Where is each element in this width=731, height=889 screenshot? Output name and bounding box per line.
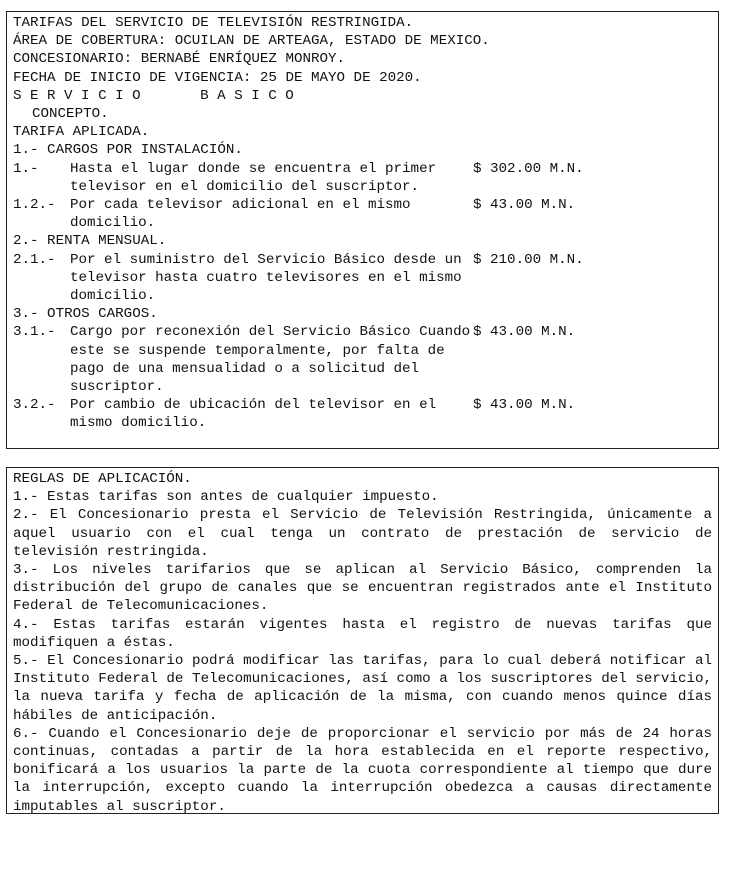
rule-4: 4.- Estas tarifas estarán vigentes hasta el registro de nuevas tarifas que modifiquen a éstas. — [13, 616, 712, 651]
rule-3: 3.- Los niveles tarifarios que se aplican al Servicio Básico, comprenden la distribución del grupo de canales que se encuentran registrados ante el Instituto Federal de Telecomunicaciones. — [13, 562, 712, 615]
start-date: FECHA DE INICIO DE VIGENCIA: 25 DE MAYO DE 2020. — [13, 69, 422, 86]
section-heading-other: 3.- OTROS CARGOS. — [13, 306, 158, 323]
coverage-area: ÁREA DE COBERTURA: OCUILAN DE ARTEAGA, ESTADO DE MEXICO. — [13, 33, 490, 50]
tariff-item — [13, 196, 718, 232]
rule-6: 6.- Cuando el Concesionario deje de proporcionar el servicio por más de 24 horas continuas, contadas a partir de la hora establecida en el reporte respectivo, bonificará a los usuarios la parte de la cuota correspondiente al tiempo que dure la interrupción, excepto cuando la interrupción obedezca a causas directamente imputables al suscriptor. — [13, 725, 712, 815]
item-description: Hasta el lugar donde se encuentra el primer televisor en el domicilio del suscriptor. — [70, 160, 437, 195]
item-number: 3.1.- — [13, 324, 56, 341]
item-price: $ 43.00 M.N. — [473, 324, 576, 341]
rule-5: 5.- El Concesionario podrá modificar las tarifas, para lo cual deberá notificar al Instituto Federal de Telecomunicaciones, así como a los suscriptores del servicio, la nueva tarifa y fecha de aplicación de la misma, con cuando menos quince días hábiles de anticipación. — [13, 653, 712, 724]
service-type: SERVICIO BASICO — [13, 87, 303, 104]
item-price: $ 43.00 M.N. — [473, 397, 576, 414]
tariff-item — [13, 323, 718, 396]
item-price: $ 302.00 M.N. — [473, 160, 584, 177]
rules-title: REGLAS DE APLICACIÓN. — [13, 471, 192, 487]
item-description: Por el suministro del Servicio Básico desde un televisor hasta cuatro televisores en el mismo domicilio. — [70, 251, 462, 304]
section-heading-monthly: 2.- RENTA MENSUAL. — [13, 233, 167, 250]
item-number: 3.2.- — [13, 397, 56, 414]
item-description: Por cada televisor adicional en el mismo domicilio. — [70, 196, 411, 232]
tariff-table — [6, 11, 719, 449]
item-description: Cargo por reconexión del Servicio Básico Cuando este se suspende temporalmente, por falta de pago de una mensualidad o a solicitud del suscriptor. — [70, 324, 471, 395]
document-title: TARIFAS DEL SERVICIO DE TELEVISIÓN RESTRINGIDA. — [13, 15, 414, 31]
item-number: 1.- — [13, 160, 39, 177]
concessionaire: CONCESIONARIO: BERNABÉ ENRÍQUEZ MONROY. — [13, 51, 346, 68]
tariff-item — [13, 396, 718, 432]
item-price: $ 43.00 M.N. — [473, 196, 576, 213]
rule-2: 2.- El Concesionario presta el Servicio de Televisión Restringida, únicamente a aquel usuario con el cual tenga un contrato de prestación de servicio de televisión restringida. — [13, 507, 712, 560]
tariff-item — [13, 251, 718, 306]
item-price: $ 210.00 M.N. — [473, 251, 584, 268]
rules-box — [6, 467, 719, 814]
tariff-applied-label: TARIFA APLICADA. — [13, 124, 150, 141]
concept-label: CONCEPTO. — [32, 105, 109, 122]
item-description: Por cambio de ubicación del televisor en el mismo domicilio. — [70, 397, 437, 432]
rule-1: 1.- Estas tarifas son antes de cualquier impuesto. — [13, 489, 439, 506]
section-heading-installation: 1.- CARGOS POR INSTALACIÓN. — [13, 142, 243, 159]
tariff-item — [13, 160, 718, 196]
item-number: 1.2.- — [13, 196, 56, 213]
item-number: 2.1.- — [13, 251, 56, 268]
